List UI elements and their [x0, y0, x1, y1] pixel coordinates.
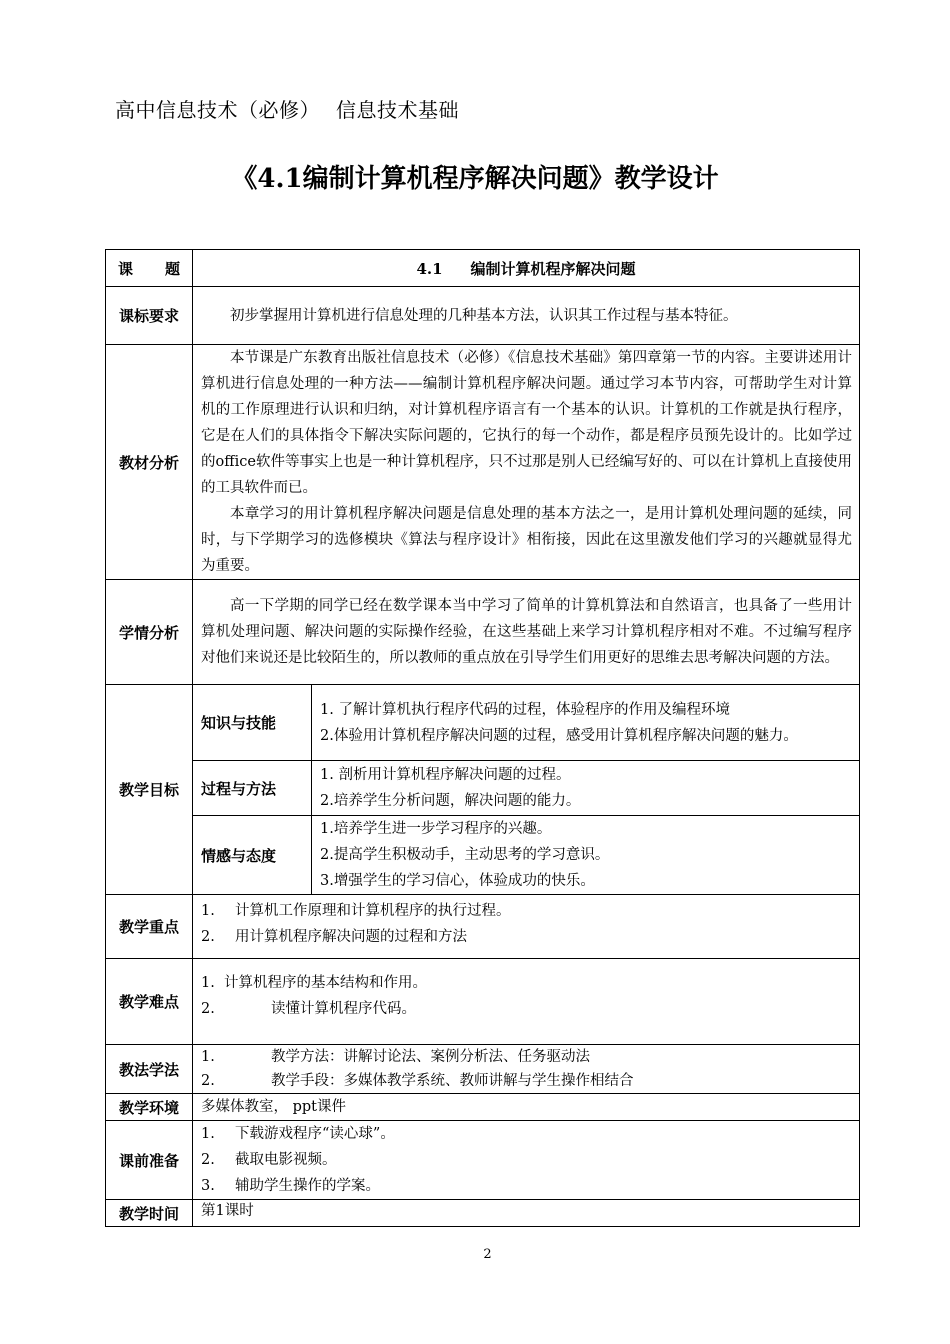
- difficulty-1: 1. 计算机程序的基本结构和作用。: [201, 975, 428, 991]
- standard-cell: [193, 287, 860, 345]
- standard-text: 初步掌握用计算机进行信息处理的几种基本方法，认识其工作过程与基本特征。: [230, 307, 738, 324]
- knowledge-cell: [312, 685, 860, 761]
- environment-cell: [193, 1094, 860, 1121]
- method-2: 2. 教学手段：多媒体教学系统、教师讲解与学生操作相结合: [201, 1073, 634, 1089]
- difficulty-2: 2. 读懂计算机程序代码。: [201, 1001, 416, 1017]
- lesson-code: 4.1: [416, 259, 443, 278]
- lesson-title-cell: [193, 250, 860, 287]
- preparation-2: 2. 截取电影视频。: [201, 1152, 337, 1168]
- row-students: [106, 580, 860, 685]
- methods-label: 教法学法: [106, 1045, 193, 1094]
- material-paragraph-2: 本章学习的用计算机程序解决问题是信息处理的基本方法之一，是用计算机处理问题的延续，同时，与下学期学习的选修模块《算法与程序设计》相衔接，因此在这里激发他们学习的兴趣就显得尤为重要。: [201, 506, 852, 574]
- emotion-cell: [312, 816, 860, 895]
- material-paragraph-1: 本节课是广东教育出版社信息技术（必修）《信息技术基础》第四章第一节的内容。主要讲述用计算机进行信息处理的一种方法——编制计算机程序解决问题。通过学习本节内容，可帮助学生对计算机的工作原理进行认识和归纳，对计算机程序语言有一个基本的认识。计算机的工作就是执行程序，它是在人们的具体指令下解决实际问题的，它执行的每一个动作，都是程序员预先设计的。比如学过的office软件等事实上也是一种计算机程序，只不过那是别人已经编写好的、可以在计算机上直接使用的工具软件而已。: [201, 350, 852, 496]
- row-material: [106, 345, 860, 580]
- knowledge-line-2: 2.体验用计算机程序解决问题的过程，感受用计算机程序解决问题的魅力。: [320, 727, 798, 744]
- process-line-1: 1. 剖析用计算机程序解决问题的过程。: [320, 767, 571, 783]
- preparation-1: 1. 下载游戏程序“读心球”。: [201, 1126, 395, 1142]
- lesson-name: 编制计算机程序解决问题: [470, 259, 636, 278]
- environment-label: 教学环境: [106, 1094, 193, 1121]
- students-cell: [193, 580, 860, 685]
- environment-text: 多媒体教室， ppt课件: [201, 1099, 346, 1115]
- preparation-cell: [193, 1121, 860, 1200]
- method-1: 1. 教学方法：讲解讨论法、案例分析法、任务驱动法: [201, 1049, 590, 1065]
- key-point-1: 1. 计算机工作原理和计算机程序的执行过程。: [201, 903, 511, 919]
- preparation-label: 课前准备: [106, 1121, 193, 1200]
- key-points-label: 教学重点: [106, 895, 193, 959]
- process-label: 过程与方法: [193, 761, 312, 816]
- lesson-plan-table: [105, 249, 860, 1227]
- process-cell: [312, 761, 860, 816]
- knowledge-label: 知识与技能: [193, 685, 312, 761]
- page-number: 2: [483, 1247, 492, 1262]
- row-goal-emotion: [106, 816, 860, 895]
- students-label: 学情分析: [106, 580, 193, 685]
- emotion-label: 情感与态度: [193, 816, 312, 895]
- row-key-points: [106, 895, 860, 959]
- row-preparation: [106, 1121, 860, 1200]
- preparation-3: 3. 辅助学生操作的学案。: [201, 1178, 380, 1194]
- emotion-line-1: 1.培养学生进一步学习程序的兴趣。: [320, 821, 552, 837]
- course-subtitle: [115, 94, 459, 123]
- material-label: 教材分析: [106, 345, 193, 580]
- row-methods: [106, 1045, 860, 1094]
- difficulties-cell: [193, 959, 860, 1045]
- emotion-line-2: 2.提高学生积极动手，主动思考的学习意识。: [320, 847, 610, 863]
- book-name: 信息技术基础: [336, 98, 459, 122]
- difficulties-label: 教学难点: [106, 959, 193, 1045]
- row-difficulties: [106, 959, 860, 1045]
- row-environment: [106, 1094, 860, 1121]
- row-time: [106, 1200, 860, 1227]
- key-point-2: 2. 用计算机程序解决问题的过程和方法: [201, 929, 467, 945]
- emotion-line-3: 3.增强学生的学习信心，体验成功的快乐。: [320, 873, 595, 889]
- goals-label: 教学目标: [106, 685, 193, 895]
- row-goal-knowledge: [106, 685, 860, 761]
- key-points-cell: [193, 895, 860, 959]
- lesson-label: 课 题: [106, 250, 193, 287]
- knowledge-line-1: 1. 了解计算机执行程序代码的过程，体验程序的作用及编程环境: [320, 701, 730, 718]
- time-cell: [193, 1200, 860, 1227]
- document-title: 《4.1编制计算机程序解决问题》教学设计: [231, 164, 719, 194]
- time-text: 第1课时: [201, 1203, 254, 1219]
- row-standard: [106, 287, 860, 345]
- row-lesson-title: [106, 250, 860, 287]
- row-goal-process: [106, 761, 860, 816]
- time-label: 教学时间: [106, 1200, 193, 1227]
- standard-label: 课标要求: [106, 287, 193, 345]
- students-text: 高一下学期的同学已经在数学课本当中学习了简单的计算机算法和自然语言，也具备了一些用计算机处理问题、解决问题的实际操作经验，在这些基础上来学习计算机程序相对不难。不过编写程序对他们来说还是比较陌生的，所以教师的重点放在引导学生们用更好的思维去思考解决问题的方法。: [201, 598, 852, 666]
- process-line-2: 2.培养学生分析问题，解决问题的能力。: [320, 793, 581, 809]
- course-name: 高中信息技术（必修）: [115, 98, 320, 122]
- material-cell: [193, 345, 860, 580]
- methods-cell: [193, 1045, 860, 1094]
